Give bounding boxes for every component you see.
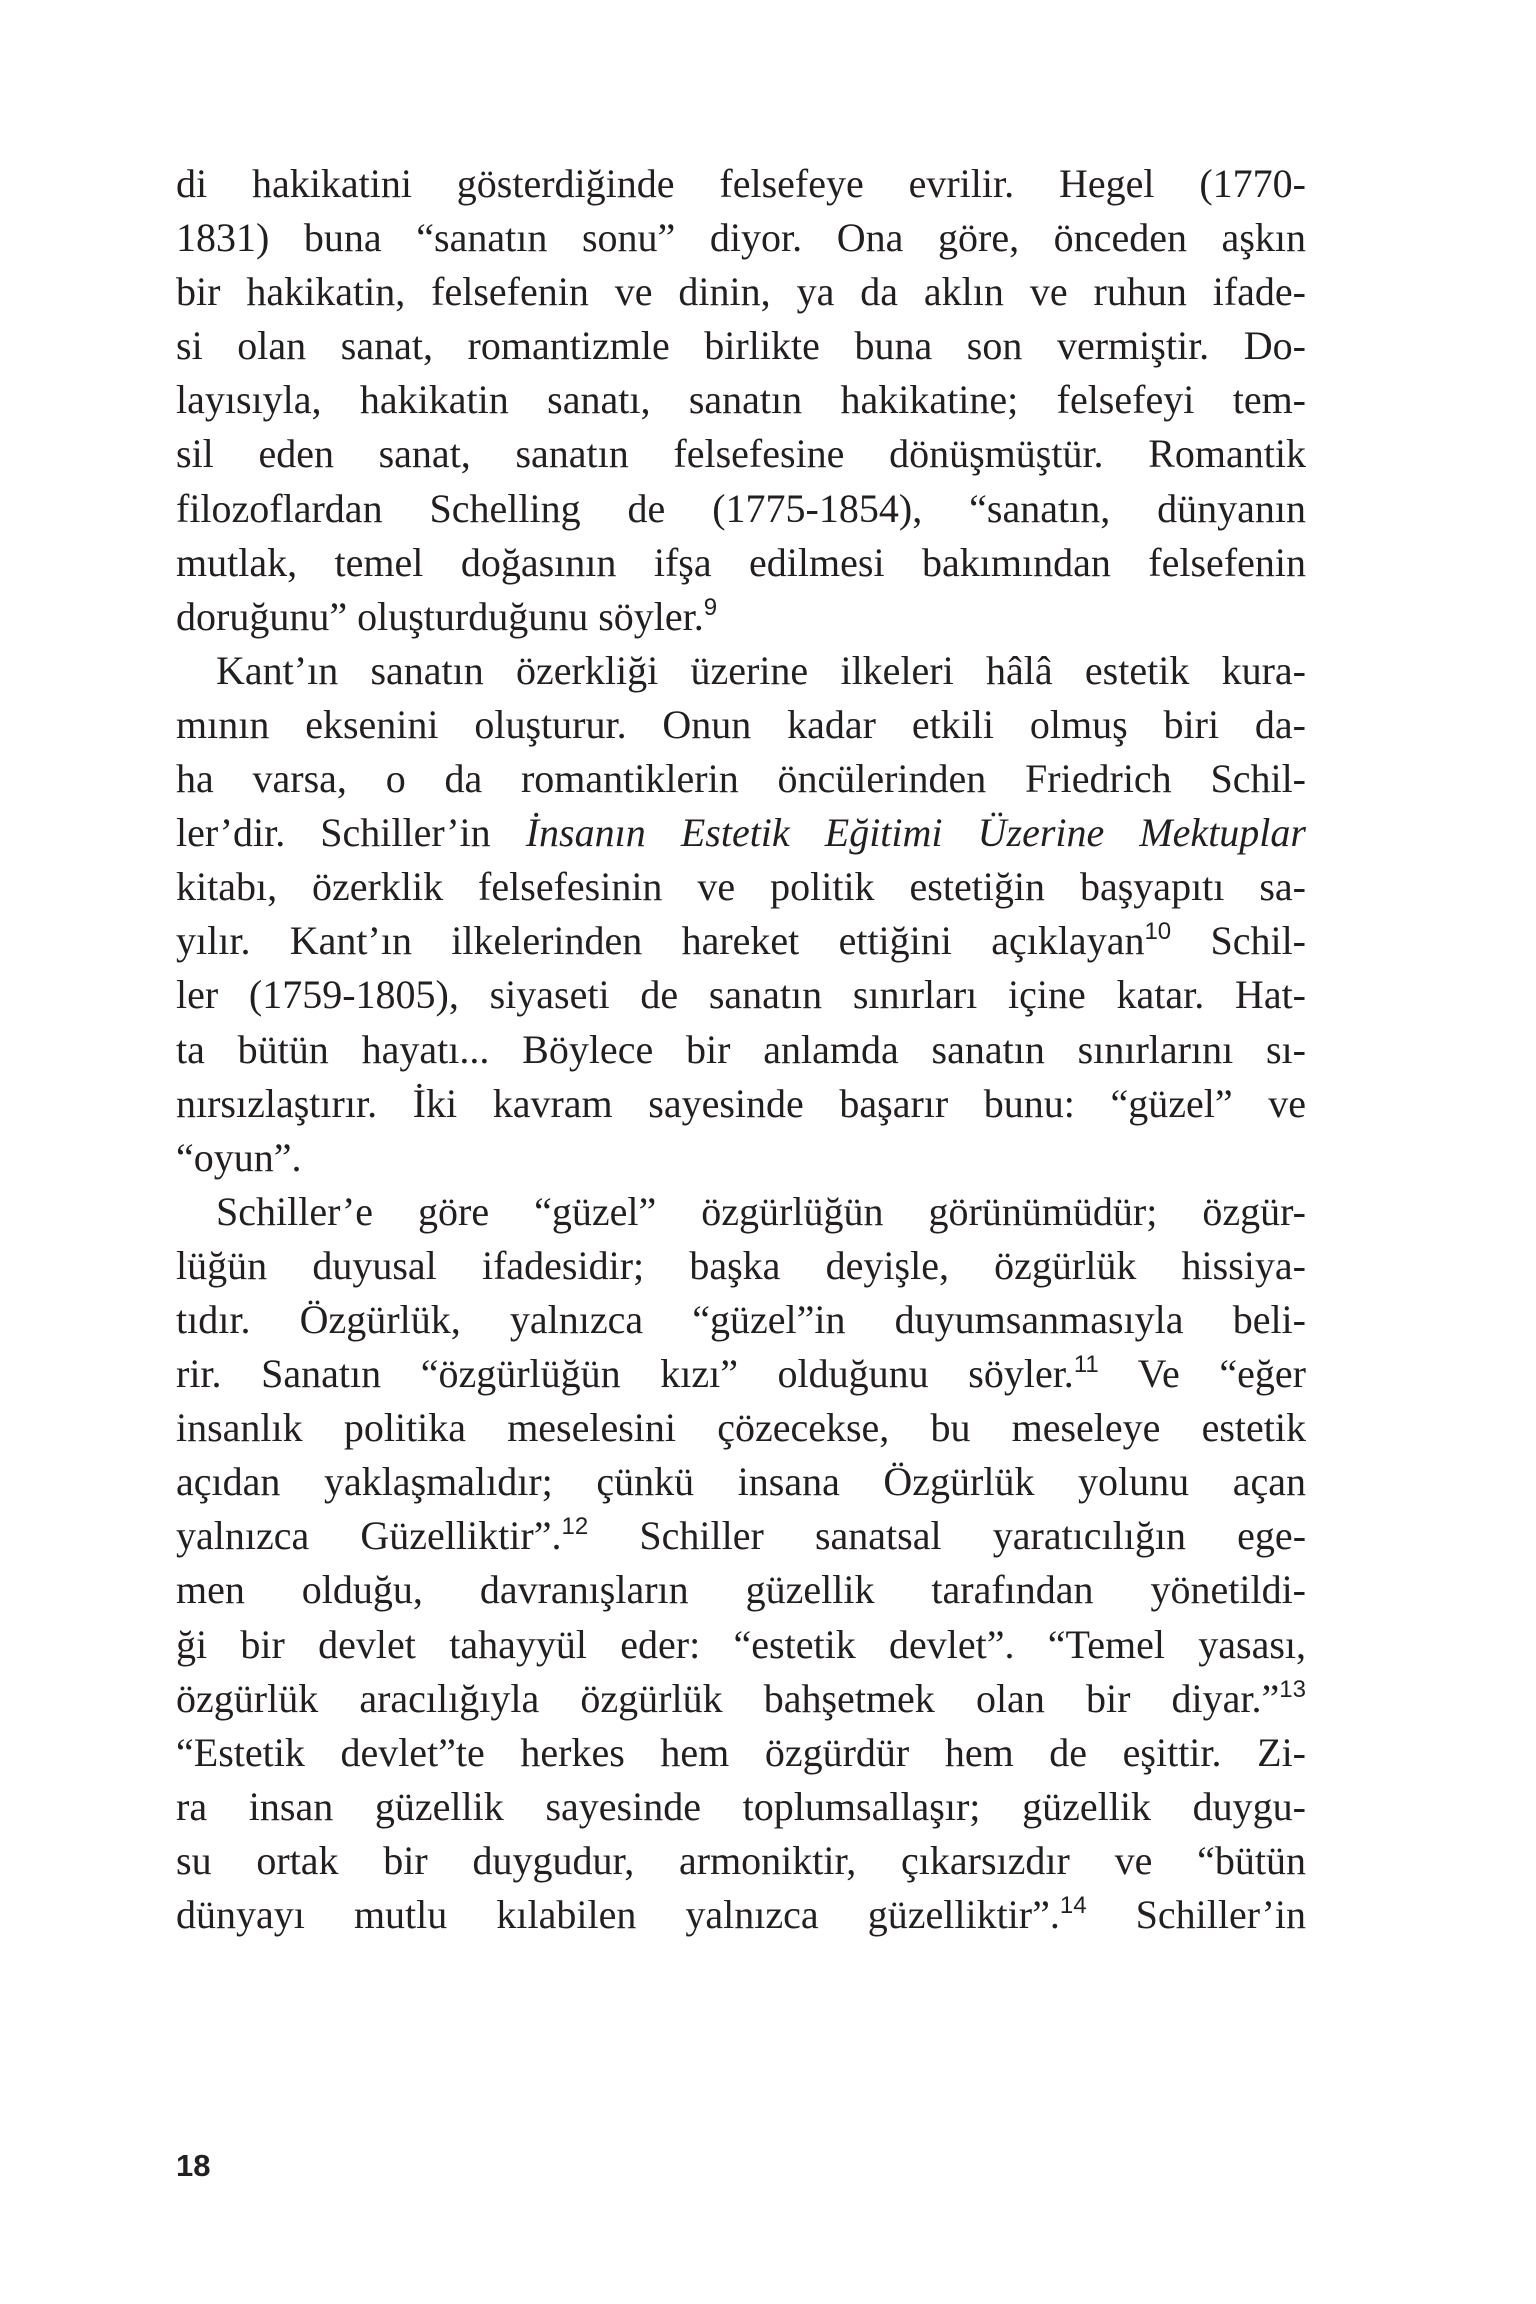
text-line [176,319,1306,373]
text-run: su ortak bir duygudur, armoniktir, çıkarsızdır ve “bütün [176,1837,1306,1883]
footnote-ref: 13 [1279,1675,1306,1703]
text-run: sil eden sanat, sanatın felsefesine dönüşmüştür. Romantik [176,431,1306,477]
text-run: rir. Sanatın “özgürlüğün kızı” olduğunu söyler. [176,1351,1074,1397]
text-run: “Estetik devlet”te herkes hem özgürdür hem de eşittir. Zi- [176,1729,1306,1775]
text-run: ra insan güzellik sayesinde toplumsallaşır; güzellik duygu- [176,1783,1306,1829]
text-line [176,590,1306,644]
text-line [176,427,1306,481]
text-run: ha varsa, o da romantiklerin öncülerinden Friedrich Schil- [176,756,1306,802]
text-line [176,1077,1306,1131]
paragraph-kant [176,644,1306,1185]
text-line [176,1239,1306,1293]
text-run: di hakikatini gösterdiğinde felsefeye evrilir. Hegel (1770- [176,161,1306,206]
text-line [176,1618,1306,1672]
text-line [176,1347,1306,1401]
text-line [176,1672,1306,1726]
text-line [176,1185,1306,1239]
footnote-ref: 10 [1144,918,1172,946]
text-line [176,968,1306,1022]
text-run: yalnızca Güzelliktir”. [176,1513,562,1559]
text-run: kitabı, özerklik felsefesinin ve politik estetiğin başyapıtı sa- [176,864,1306,910]
text-line [176,536,1306,590]
text-run: Kant’ın sanatın özerkliği üzerine ilkeleri hâlâ estetik kura- [216,647,1306,693]
text-line [176,373,1306,427]
text-run: doruğunu” oluşturduğunu söyler. [176,593,704,639]
paragraph-schiller [176,1185,1306,1942]
text-run: si olan sanat, romantizmle birlikte buna son vermiştir. Do- [176,323,1306,369]
text-line [176,157,1306,211]
text-run: tıdır. Özgürlük, yalnızca “güzel”in duyumsanmasıyla beli- [176,1296,1306,1342]
text-line [176,644,1306,698]
text-line [176,482,1306,536]
footnote-ref: 9 [703,593,718,621]
text-line [176,1726,1306,1780]
book-title: İnsanın Estetik Eğitimi Üzerine Mektuplar [525,810,1306,856]
text-run: ler (1759-1805), siyaseti de sanatın sınırları içine katar. Hat- [176,972,1306,1018]
text-run: Schiller sanatsal yaratıcılığın ege- [588,1513,1307,1559]
text-line [176,265,1306,319]
footnote-ref: 12 [561,1513,589,1541]
body-text [176,157,1306,1942]
text-line [176,914,1306,968]
text-run: mutlak, temel doğasının ifşa edilmesi bakımından felsefenin [176,539,1306,585]
text-run: men olduğu, davranışların güzellik tarafından yönetildi- [176,1567,1306,1613]
text-run: ği bir devlet tahayyül eder: “estetik devlet”. “Temel yasası, [176,1621,1306,1667]
text-line [176,1563,1306,1617]
text-run: 1831) buna “sanatın sonu” diyor. Ona göre, önceden aşkın [176,215,1306,261]
text-run: lüğün duyusal ifadesidir; başka deyişle, özgürlük hissiya- [176,1242,1306,1288]
text-line [176,1401,1306,1455]
text-line [176,211,1306,265]
text-run: açıdan yaklaşmalıdır; çünkü insana Özgürlük yolunu açan [176,1459,1306,1505]
text-line [176,1023,1306,1077]
text-line [176,1509,1306,1563]
text-run: yılır. Kant’ın ilkelerinden hareket ettiğini açıklayan [176,918,1145,964]
text-line [176,806,1306,860]
text-line [176,752,1306,806]
text-line [176,698,1306,752]
text-run: bir hakikatin, felsefenin ve dinin, ya da aklın ve ruhun ifade- [176,269,1306,315]
text-run: filozoflardan Schelling de (1775-1854), “sanatın, dünyanın [176,485,1306,531]
text-run: insanlık politika meselesini çözecekse, bu meseleye estetik [176,1405,1306,1451]
text-run: özgürlük aracılığıyla özgürlük bahşetmek olan bir diyar.” [176,1675,1280,1721]
text-line [176,1293,1306,1347]
text-run: ta bütün hayatı... Böylece bir anlamda sanatın sınırlarını sı- [176,1026,1306,1072]
text-run: dünyayı mutlu kılabilen yalnızca güzelliktir”. [176,1892,1060,1937]
text-run: Schil- [1171,918,1307,964]
text-line [176,860,1306,914]
page-number: 18 [176,2148,211,2183]
text-run: layısıyla, hakikatin sanatı, sanatın hakikatine; felsefeyi tem- [176,377,1306,423]
text-run: mının eksenini oluşturur. Onun kadar etkili olmuş biri da- [176,701,1306,747]
paragraph-hegel [176,157,1306,644]
text-line [176,1780,1306,1834]
text-run: “oyun”. [176,1134,302,1180]
text-line [176,1455,1306,1509]
text-run: ler’dir. Schiller’in [176,810,526,856]
text-run: Ve “eğer [1098,1351,1306,1397]
text-line [176,1834,1306,1888]
text-line [176,1131,1306,1185]
text-run: Schiller’e göre “güzel” özgürlüğün görünümüdür; özgür- [216,1188,1306,1234]
text-run: nırsızlaştırır. İki kavram sayesinde başarır bunu: “güzel” ve [176,1080,1306,1126]
text-line [176,1888,1306,1942]
footnote-ref: 14 [1059,1892,1087,1919]
footnote-ref: 11 [1073,1351,1099,1379]
text-run: Schiller’in [1086,1892,1306,1937]
